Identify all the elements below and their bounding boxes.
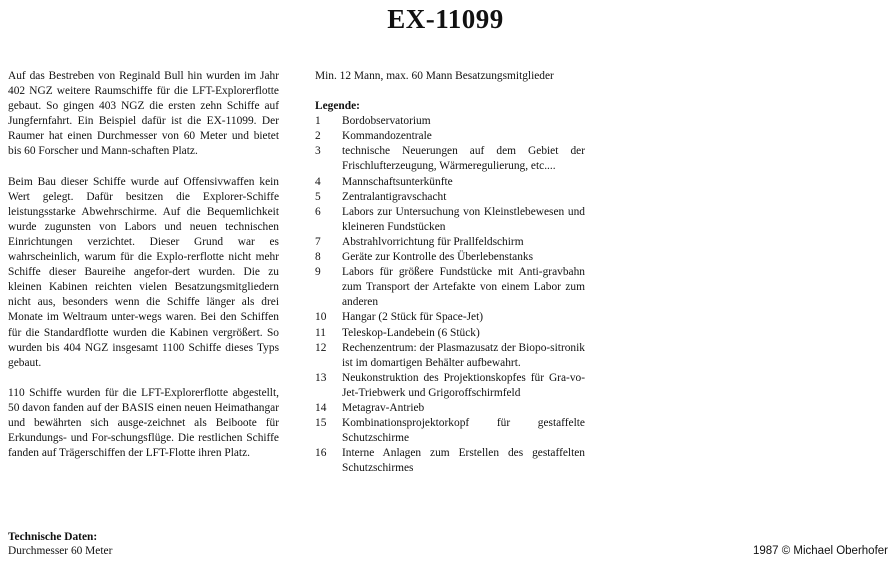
technical-data-title: Technische Daten: <box>8 531 98 543</box>
legend-number: 14 <box>315 401 327 414</box>
legend-text: Hangar (2 Stück für Space-Jet) <box>342 311 484 324</box>
legend-text: Interne Anlagen zum Erstellen des gestaffelten Schutzschirmes <box>342 447 585 475</box>
legend-title: Legende: <box>315 100 360 113</box>
legend-text: Zentralantigravschacht <box>342 190 447 203</box>
legend-list <box>315 114 585 476</box>
legend-number: 15 <box>315 417 327 430</box>
legend-number: 6 <box>315 205 321 218</box>
legend-text: Teleskop-Landebein (6 Stück) <box>342 326 480 339</box>
legend-number: 4 <box>315 175 321 188</box>
legend-item <box>315 175 585 190</box>
legend-item <box>315 371 585 401</box>
copyright-notice: 1987 © Michael Oberhofer <box>752 545 888 557</box>
legend-number: 5 <box>315 190 321 203</box>
legend-text: Labors für größere Fundstücke mit Anti-gravbahn zum Transport der Artefakte von einem Labor zum anderen <box>342 266 585 309</box>
technical-data <box>8 530 308 558</box>
legend-text: Mannschaftsunterkünfte <box>342 175 453 188</box>
intro-paragraph: Auf das Bestreben von Reginald Bull hin wurden im Jahr 402 NGZ weitere Raumschiffe für die LFT-Explorerflotte gebaut. So gingen 403 NGZ die ersten zehn Schiffe auf Jungfernfahrt. Ein Beispiel dafür ist die EX-11099. Der Raumer hat einen Durchmesser von 60 Meter und bietet bis 60 Forscher und Mann-schaften Platz. <box>8 70 279 158</box>
legend-item <box>315 446 585 476</box>
crew-info: Min. 12 Mann, max. 60 Mann Besatzungsmitglieder <box>315 70 554 82</box>
legend-number: 11 <box>315 326 326 339</box>
legend-column <box>315 69 585 476</box>
legend-number: 10 <box>315 311 327 324</box>
legend-number: 13 <box>315 371 327 384</box>
legend-item <box>315 265 585 310</box>
legend-item <box>315 310 585 325</box>
intro-paragraph: Beim Bau dieser Schiffe wurde auf Offensivwaffen kein Wert gelegt. Dafür besitzen die Explorer-Schiffe leistungsstarke Abwehrschirme. Auf die Bequemlichkeit wurde zugunsten von Labors und neuen technischen Einrichtungen verzichtet. Dieser Grund war es wahrscheinlich, warum für die Explo-rerflotte nicht mehr Schiffe dieser Baureihe angefor-dert wurden. Die zu kleinen Kabinen reichten vielen Besatzungsmitgliedern nicht aus, besonders wenn die Schiffe länger als drei Monate im Weltraum unter-wegs waren. Bei den Schiffen für die Standardflotte wurden die Kabinen vergrößert. So wurden bis 404 NGZ insgesamt 1100 Schiffe dieses Typs gebaut. <box>8 175 279 369</box>
legend-item <box>315 205 585 235</box>
legend-item <box>315 129 585 144</box>
intro-paragraph: 110 Schiffe wurden für die LFT-Explorerflotte abgestellt, 50 davon fanden auf der BASIS einen neuen Heimathangar und bewährten sich ausge-zeichnet als Beiboote für Erkundungs- und For-schungsflüge. Die restlichen Schiffe fanden auf Trägerschiffen der LFT-Flotte ihren Platz. <box>8 386 279 460</box>
page-title: EX-11099 <box>387 4 504 34</box>
legend-text: Kombinationsprojektorkopf für gestaffelte Schutzschirme <box>342 417 585 445</box>
intro-column <box>8 69 279 476</box>
legend-item <box>315 144 585 174</box>
legend-text: Abstrahlvorrichtung für Prallfeldschirm <box>342 235 524 248</box>
legend-number: 12 <box>315 341 327 354</box>
legend-text: Kommandozentrale <box>342 130 432 143</box>
legend-text: Neukonstruktion des Projektionskopfes für Gra-vo-Jet-Triebwerk und Grigoroffschirmfeld <box>342 371 585 399</box>
legend-item <box>315 250 585 265</box>
legend-text: Metagrav-Antrieb <box>342 401 425 414</box>
legend-number: 16 <box>315 447 327 460</box>
legend-item <box>315 114 585 129</box>
legend-text: Bordobservatorium <box>342 115 431 128</box>
legend-text: technische Neuerungen auf dem Gebiet der Frischlufterzeugung, Wärmeregulierung, etc.... <box>342 145 585 173</box>
legend-number: 8 <box>315 251 321 264</box>
legend-number: 9 <box>315 266 321 279</box>
legend-item <box>315 235 585 250</box>
legend-number: 3 <box>315 145 321 158</box>
legend-item <box>315 326 585 341</box>
legend-text: Geräte zur Kontrolle des Überlebenstanks <box>342 251 534 264</box>
legend-number: 1 <box>315 115 321 128</box>
legend-text: Rechenzentrum: der Plasmazusatz der Biopo-sitronik ist im domartigen Behälter aufbewahrt. <box>342 341 585 369</box>
legend-item <box>315 401 585 416</box>
legend-item <box>315 341 585 371</box>
legend-text: Labors zur Untersuchung von Kleinstlebewesen und kleineren Fundstücken <box>342 205 585 233</box>
legend-number: 2 <box>315 130 321 143</box>
legend-item <box>315 190 585 205</box>
technical-data-diameter: Durchmesser 60 Meter <box>8 545 113 557</box>
legend-number: 7 <box>315 235 321 248</box>
legend-item <box>315 416 585 446</box>
